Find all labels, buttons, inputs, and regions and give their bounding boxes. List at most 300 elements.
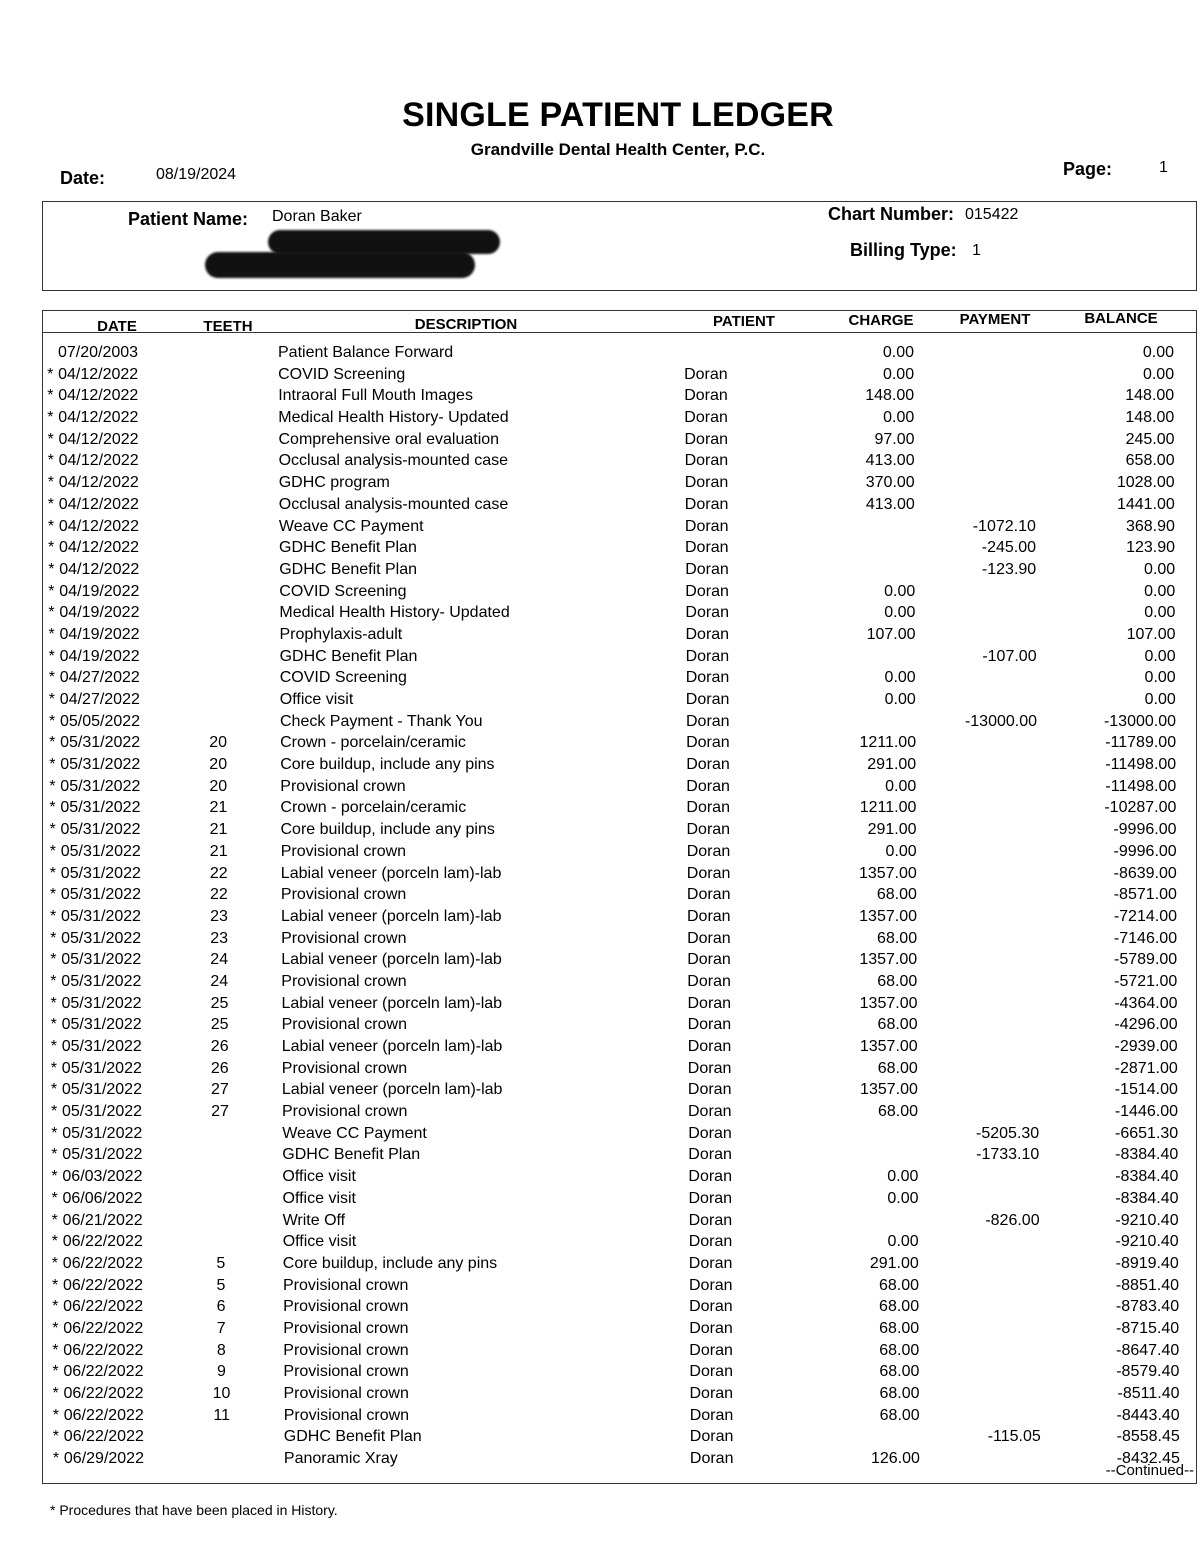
row-balance: 658.00 <box>1125 452 1175 470</box>
row-patient: Doran <box>687 1059 732 1077</box>
row-balance: -8511.40 <box>1117 1385 1180 1402</box>
row-balance: 148.00 <box>1125 387 1175 405</box>
row-charge: 291.00 <box>867 821 917 839</box>
row-payment: -13000.00 <box>964 712 1037 730</box>
row-description: Patient Balance Forward <box>278 344 454 361</box>
ledger-row <box>2 797 1200 819</box>
row-date: 05/31/2022 <box>61 1016 142 1034</box>
row-teeth: 20 <box>209 756 228 774</box>
row-description: COVID Screening <box>279 582 407 600</box>
row-charge: 0.00 <box>884 582 916 600</box>
history-marker: * <box>52 1385 59 1402</box>
history-marker: * <box>50 1081 58 1099</box>
row-date: 05/31/2022 <box>61 907 142 925</box>
row-payment: -1733.10 <box>976 1146 1040 1164</box>
row-balance: 0.00 <box>1144 647 1176 665</box>
row-balance: -8384.40 <box>1115 1168 1179 1186</box>
row-charge: 1357.00 <box>859 994 918 1012</box>
row-patient: Doran <box>684 474 729 492</box>
row-balance: 0.00 <box>1142 365 1175 383</box>
row-patient: Doran <box>689 1406 734 1424</box>
row-charge: 0.00 <box>884 604 916 622</box>
history-marker: * <box>49 821 56 839</box>
row-patient: Doran <box>686 734 730 752</box>
row-description: Core buildup, include any pins <box>280 821 495 839</box>
ledger-row <box>2 646 1200 668</box>
row-teeth: 24 <box>210 972 229 990</box>
history-marker: * <box>50 1059 58 1077</box>
row-charge: 1211.00 <box>859 799 917 817</box>
row-charge: 68.00 <box>876 886 917 904</box>
row-charge: 0.00 <box>883 409 915 427</box>
row-date: 04/12/2022 <box>58 495 139 513</box>
column-header-patient: PATIENT <box>713 313 775 330</box>
row-date: 05/31/2022 <box>60 756 141 774</box>
row-date: 05/31/2022 <box>61 972 142 990</box>
history-marker: * <box>51 1146 58 1164</box>
row-balance: -7214.00 <box>1113 907 1177 925</box>
ledger-row <box>5 1253 1200 1275</box>
row-date: 06/29/2022 <box>63 1450 144 1468</box>
row-description: Provisional crown <box>283 1341 409 1359</box>
ledger-row <box>3 971 1200 993</box>
row-charge: 1357.00 <box>859 1038 918 1055</box>
ledger-row <box>6 1383 1200 1405</box>
row-description: Weave CC Payment <box>282 1124 427 1142</box>
row-date: 06/22/2022 <box>63 1406 144 1424</box>
ledger-row <box>2 667 1200 689</box>
row-date: 04/12/2022 <box>58 517 139 535</box>
row-balance: -10287.00 <box>1104 799 1177 817</box>
row-patient: Doran <box>684 495 729 513</box>
row-description: Provisional crown <box>282 1103 408 1121</box>
ledger-row <box>0 342 1200 364</box>
row-charge: 0.00 <box>882 344 914 361</box>
ledger-row <box>1 429 1200 451</box>
row-date: 05/31/2022 <box>60 799 141 817</box>
row-patient: Doran <box>684 409 728 427</box>
row-teeth: 7 <box>216 1319 226 1337</box>
row-description: Write Off <box>282 1211 346 1229</box>
row-charge: 0.00 <box>884 669 916 687</box>
row-date: 05/31/2022 <box>60 821 141 839</box>
ledger-row <box>0 364 1200 386</box>
row-balance: -8639.00 <box>1113 864 1177 882</box>
row-charge: 68.00 <box>877 1059 918 1077</box>
row-description: Office visit <box>282 1189 356 1207</box>
row-date: 06/22/2022 <box>62 1233 143 1251</box>
row-date: 06/22/2022 <box>63 1385 144 1402</box>
history-marker: * <box>48 669 55 687</box>
row-patient: Doran <box>689 1363 733 1381</box>
row-description: Provisional crown <box>281 1059 408 1077</box>
redacted-address-line-2 <box>205 252 475 278</box>
row-date: 05/31/2022 <box>61 1081 142 1099</box>
row-patient: Doran <box>684 517 729 535</box>
row-description: Provisional crown <box>281 929 407 947</box>
history-marker: * <box>48 625 55 643</box>
row-description: Medical Health History- Updated <box>279 604 510 622</box>
ledger-row <box>4 1014 1200 1036</box>
history-marker: * <box>48 604 55 622</box>
row-balance: -11789.00 <box>1105 734 1177 752</box>
row-date: 05/31/2022 <box>61 951 142 969</box>
row-balance: -8558.45 <box>1116 1428 1180 1446</box>
row-teeth: 22 <box>209 864 228 882</box>
row-teeth: 21 <box>209 799 228 817</box>
row-patient: Doran <box>689 1450 734 1468</box>
row-payment: -123.90 <box>981 560 1037 578</box>
ledger-row <box>0 407 1200 429</box>
row-patient: Doran <box>686 777 730 795</box>
row-balance: -11498.00 <box>1105 756 1177 774</box>
ledger-row <box>2 754 1200 776</box>
history-marker: * <box>52 1276 59 1294</box>
row-teeth: 27 <box>211 1103 229 1121</box>
row-description: GDHC Benefit Plan <box>279 647 418 665</box>
ledger-row <box>5 1296 1200 1318</box>
row-description: Provisional crown <box>283 1363 409 1381</box>
column-header-teeth: TEETH <box>203 318 253 335</box>
row-teeth: 21 <box>209 842 228 860</box>
row-teeth: 25 <box>210 994 229 1012</box>
patient-name-label: Patient Name: <box>128 209 249 229</box>
row-patient: Doran <box>684 452 729 470</box>
history-marker: * <box>47 365 54 383</box>
row-patient: Doran <box>688 1254 733 1272</box>
row-payment: -1072.10 <box>972 517 1036 535</box>
ledger-row <box>1 537 1200 559</box>
history-marker: * <box>47 495 55 513</box>
row-balance: -8571.00 <box>1113 886 1177 904</box>
row-charge: 1357.00 <box>859 907 917 925</box>
row-charge: 0.00 <box>882 365 915 383</box>
row-teeth: 5 <box>216 1276 226 1294</box>
row-description: Prophylaxis-adult <box>279 625 403 643</box>
row-date: 06/22/2022 <box>63 1428 144 1446</box>
row-charge: 107.00 <box>866 625 916 643</box>
row-date: 05/31/2022 <box>60 777 141 795</box>
row-charge: 291.00 <box>867 756 917 774</box>
row-date: 06/06/2022 <box>62 1189 143 1207</box>
ledger-row <box>1 581 1200 603</box>
row-patient: Doran <box>684 387 728 405</box>
row-description: Comprehensive oral evaluation <box>278 430 500 448</box>
history-marker: * <box>48 539 55 557</box>
history-marker: * <box>51 1254 59 1272</box>
row-balance: 0.00 <box>1144 669 1176 687</box>
row-charge: 413.00 <box>865 452 915 470</box>
row-date: 05/31/2022 <box>62 1124 143 1142</box>
column-header-balance: BALANCE <box>1084 310 1158 327</box>
row-date: 06/03/2022 <box>62 1168 143 1186</box>
row-payment: -107.00 <box>982 647 1037 665</box>
ledger-row <box>1 472 1200 494</box>
row-date: 06/21/2022 <box>62 1211 143 1229</box>
row-balance: -8384.40 <box>1115 1189 1179 1207</box>
ledger-row <box>1 516 1200 538</box>
date-label: Date: <box>60 168 106 188</box>
ledger-row <box>3 884 1200 906</box>
history-marker: * <box>49 799 56 817</box>
history-marker: * <box>48 560 55 578</box>
row-patient: Doran <box>686 842 731 860</box>
row-charge: 0.00 <box>884 691 916 708</box>
row-balance: -8783.40 <box>1115 1298 1180 1316</box>
ledger-title: SINGLE PATIENT LEDGER <box>402 96 834 134</box>
row-patient: Doran <box>686 756 730 774</box>
ledger-row <box>4 1036 1200 1058</box>
history-marker: * <box>47 517 55 535</box>
row-description: Provisional crown <box>280 842 407 860</box>
row-teeth: 26 <box>210 1038 229 1055</box>
ledger-row <box>3 819 1200 841</box>
row-charge: 68.00 <box>879 1298 920 1316</box>
row-balance: -9996.00 <box>1113 821 1177 839</box>
row-balance: -8647.40 <box>1116 1341 1180 1359</box>
row-charge: 1357.00 <box>860 1081 918 1099</box>
ledger-row <box>2 624 1200 646</box>
ledger-row <box>2 689 1200 711</box>
row-patient: Doran <box>685 647 730 665</box>
row-description: GDHC Benefit Plan <box>279 539 417 557</box>
history-marker: * <box>49 712 56 730</box>
page-number: 1 <box>1159 159 1168 176</box>
history-marker: * <box>47 452 54 470</box>
history-marker: * <box>50 907 57 925</box>
row-charge: 68.00 <box>877 972 918 990</box>
row-date: 06/22/2022 <box>63 1363 144 1381</box>
row-description: Office visit <box>279 691 354 708</box>
row-description: Check Payment - Thank You <box>280 712 483 730</box>
row-charge: 68.00 <box>879 1319 920 1337</box>
row-date: 05/31/2022 <box>60 886 141 904</box>
history-marker: * <box>50 972 57 990</box>
ledger-row <box>3 841 1200 863</box>
row-date: 04/27/2022 <box>59 691 140 708</box>
row-date: 04/12/2022 <box>58 474 139 492</box>
history-marker: * <box>47 387 54 405</box>
row-description: GDHC Benefit Plan <box>283 1428 422 1446</box>
row-date: 07/20/2003 <box>58 344 139 361</box>
row-teeth: 11 <box>213 1406 230 1424</box>
history-marker: * <box>50 1038 57 1055</box>
row-teeth: 9 <box>216 1363 226 1381</box>
history-marker: * <box>52 1319 59 1337</box>
row-payment: -245.00 <box>981 539 1036 557</box>
row-patient: Doran <box>687 1016 732 1034</box>
history-marker: * <box>49 756 56 774</box>
row-charge: 68.00 <box>877 929 918 947</box>
row-description: Provisional crown <box>281 1016 407 1034</box>
row-date: 05/31/2022 <box>61 994 142 1012</box>
row-charge: 291.00 <box>869 1254 919 1272</box>
row-charge: 0.00 <box>887 1189 919 1207</box>
row-date: 04/12/2022 <box>58 365 139 383</box>
row-charge: 68.00 <box>879 1385 920 1402</box>
row-payment: -826.00 <box>985 1211 1040 1229</box>
row-date: 06/22/2022 <box>63 1298 144 1316</box>
row-description: Labial veneer (porceln lam)-lab <box>281 1081 503 1099</box>
history-marker: * <box>48 691 56 708</box>
history-marker: * <box>52 1341 59 1359</box>
row-description: Provisional crown <box>280 886 407 904</box>
history-marker: * <box>51 1168 58 1186</box>
row-charge: 68.00 <box>877 1103 918 1121</box>
ledger-row <box>3 863 1200 885</box>
row-description: Labial veneer (porceln lam)-lab <box>281 907 502 925</box>
ledger-row <box>3 928 1200 950</box>
row-date: 04/27/2022 <box>59 669 140 687</box>
row-date: 04/19/2022 <box>59 625 140 643</box>
row-date: 04/19/2022 <box>59 582 140 600</box>
row-date: 04/12/2022 <box>58 452 139 470</box>
row-date: 04/12/2022 <box>59 539 140 557</box>
history-marker: * <box>52 1298 59 1316</box>
row-teeth: 20 <box>209 734 227 752</box>
row-teeth: 10 <box>212 1385 231 1402</box>
ledger-row <box>4 993 1200 1015</box>
history-marker: * <box>51 1233 58 1251</box>
row-description: Labial veneer (porceln lam)-lab <box>281 994 503 1012</box>
row-description: Panoramic Xray <box>283 1450 398 1468</box>
row-teeth: 23 <box>210 929 228 947</box>
row-patient: Doran <box>688 1146 732 1164</box>
row-charge: 0.00 <box>887 1233 919 1251</box>
row-teeth: 23 <box>210 907 228 925</box>
row-teeth: 6 <box>216 1298 226 1316</box>
row-patient: Doran <box>688 1233 733 1251</box>
ledger-row <box>4 1058 1200 1080</box>
row-balance: -2871.00 <box>1114 1059 1178 1077</box>
row-balance: 107.00 <box>1126 625 1176 643</box>
row-description: Crown - porcelain/ceramic <box>280 799 467 817</box>
row-teeth: 21 <box>209 821 228 839</box>
row-charge: 370.00 <box>865 474 915 492</box>
row-balance: -9996.00 <box>1113 842 1177 860</box>
row-teeth: 27 <box>210 1081 229 1099</box>
history-marker: * <box>49 886 57 904</box>
page-label: Page: <box>1063 159 1113 179</box>
row-date: 04/19/2022 <box>59 604 140 622</box>
row-balance: 0.00 <box>1144 560 1176 578</box>
row-balance: 0.00 <box>1142 344 1174 361</box>
row-patient: Doran <box>689 1319 733 1337</box>
row-description: Provisional crown <box>281 972 407 990</box>
row-charge: 0.00 <box>885 777 917 795</box>
row-charge: 1357.00 <box>858 864 917 882</box>
row-balance: -8579.40 <box>1116 1363 1180 1381</box>
row-balance: -5721.00 <box>1114 972 1178 990</box>
row-payment: -5205.30 <box>976 1124 1040 1142</box>
row-balance: -8384.40 <box>1115 1146 1179 1164</box>
row-balance: 0.00 <box>1144 582 1176 600</box>
row-teeth: 22 <box>209 886 228 904</box>
history-marker: * <box>47 409 54 427</box>
row-charge: 0.00 <box>885 842 917 860</box>
row-charge: 68.00 <box>879 1363 920 1381</box>
ledger-row <box>4 1101 1200 1123</box>
row-patient: Doran <box>685 625 730 643</box>
row-date: 06/22/2022 <box>62 1254 143 1272</box>
row-patient: Doran <box>685 582 729 600</box>
row-date: 05/31/2022 <box>60 734 141 752</box>
redacted-address-line-1 <box>268 230 500 254</box>
row-balance: -9210.40 <box>1115 1211 1179 1229</box>
row-patient: Doran <box>687 994 732 1012</box>
ledger-row <box>6 1405 1200 1427</box>
chart-number-label: Chart Number: <box>828 204 955 224</box>
row-patient: Doran <box>688 1103 732 1121</box>
billing-type-value: 1 <box>972 242 981 259</box>
row-balance: 245.00 <box>1125 430 1175 448</box>
row-balance: -5789.00 <box>1114 951 1178 969</box>
ledger-row <box>2 711 1200 733</box>
row-patient: Doran <box>687 951 731 969</box>
history-marker: * <box>52 1428 60 1446</box>
ledger-row <box>5 1318 1200 1340</box>
row-balance: 0.00 <box>1144 691 1176 708</box>
row-description: Office visit <box>282 1168 356 1186</box>
ledger-row <box>1 450 1200 472</box>
chart-number-value: 015422 <box>965 206 1019 223</box>
row-patient: Doran <box>688 1211 733 1229</box>
row-patient: Doran <box>688 1124 732 1142</box>
row-patient: Doran <box>684 365 728 383</box>
history-marker: * <box>50 951 57 969</box>
row-patient: Doran <box>687 972 731 990</box>
row-balance: 148.00 <box>1125 409 1175 427</box>
row-date: 05/31/2022 <box>61 929 142 947</box>
row-balance: -4364.00 <box>1114 994 1178 1012</box>
row-description: GDHC Benefit Plan <box>282 1146 421 1164</box>
row-description: Provisional crown <box>280 777 406 795</box>
ledger-rows <box>0 342 1200 1470</box>
row-teeth: 8 <box>216 1341 226 1359</box>
history-marker: * <box>51 1211 58 1229</box>
row-date: 05/31/2022 <box>61 1038 142 1055</box>
column-header-payment: PAYMENT <box>959 311 1031 328</box>
history-marker: * <box>49 842 56 860</box>
row-balance: 368.90 <box>1125 517 1175 535</box>
row-date: 05/31/2022 <box>60 842 141 860</box>
row-description: Core buildup, include any pins <box>280 756 495 774</box>
row-date: 04/19/2022 <box>59 647 140 665</box>
row-date: 06/22/2022 <box>63 1319 144 1337</box>
row-description: Occlusal analysis-mounted case <box>278 495 509 513</box>
ledger-row <box>6 1426 1200 1448</box>
row-teeth: 5 <box>216 1254 226 1272</box>
date-value: 08/19/2024 <box>156 166 237 183</box>
continued-marker: --Continued-- <box>1105 1462 1194 1479</box>
ledger-row <box>5 1210 1200 1232</box>
ledger-row <box>5 1188 1200 1210</box>
row-date: 05/05/2022 <box>60 712 141 730</box>
history-marker: * <box>52 1450 60 1468</box>
row-date: 06/22/2022 <box>63 1341 144 1359</box>
row-patient: Doran <box>686 864 731 882</box>
history-marker: * <box>50 1016 57 1034</box>
row-description: Provisional crown <box>283 1319 409 1337</box>
ledger-row <box>1 602 1200 624</box>
history-marker: * <box>50 929 57 947</box>
row-payment: -115.05 <box>987 1428 1041 1446</box>
row-description: Provisional crown <box>283 1406 410 1424</box>
row-teeth: 24 <box>210 951 229 969</box>
column-header-date: DATE <box>97 318 137 335</box>
row-balance: -1514.00 <box>1114 1081 1178 1099</box>
row-charge: 68.00 <box>877 1016 918 1034</box>
